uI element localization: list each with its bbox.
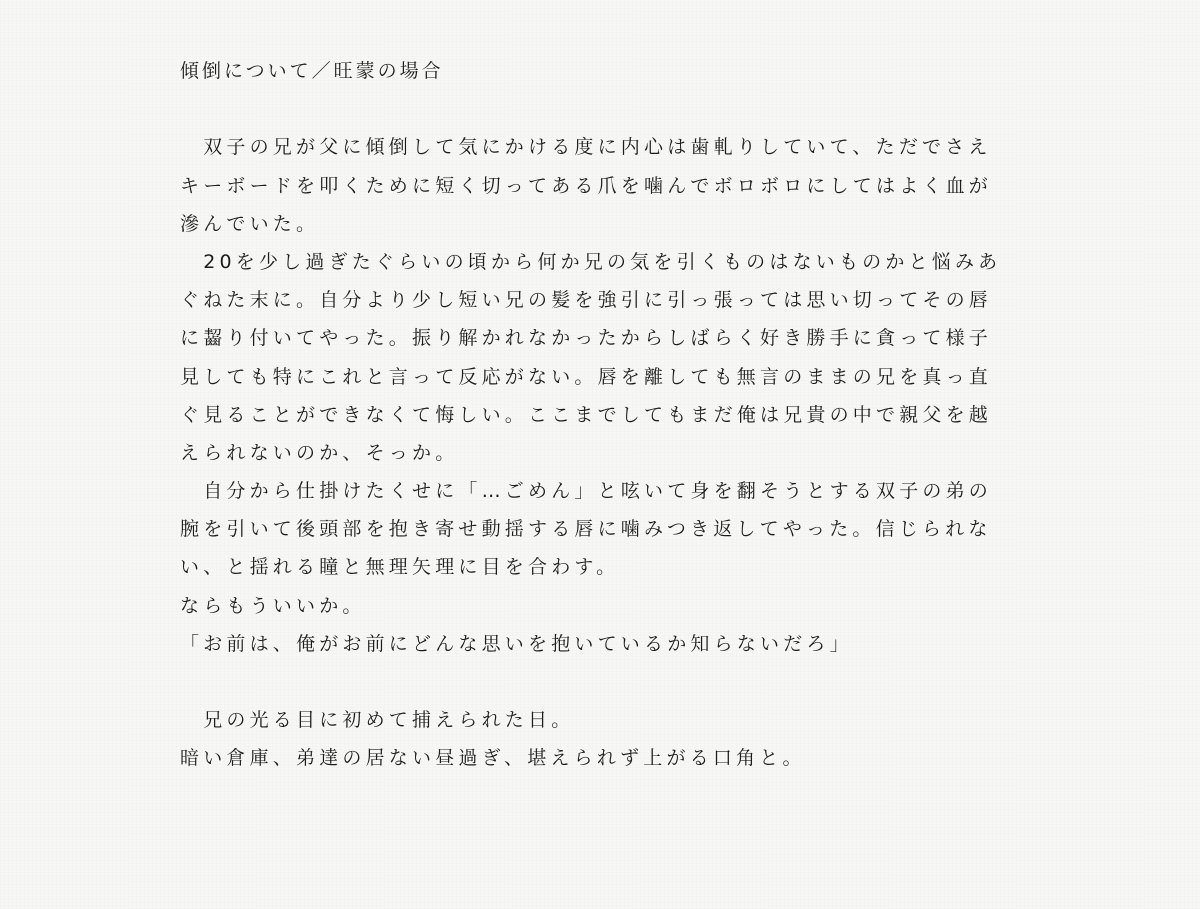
paragraph-line: キーボードを叩くために短く切ってある爪を噛んでボロボロにしてはよく血が	[180, 174, 993, 197]
paragraph-line: ぐ見ることができなくて悔しい。ここまでしてもまだ俺は兄貴の中で親父を越	[180, 403, 993, 426]
blank-line	[180, 90, 1020, 128]
paragraph-line: い、と揺れる瞳と無理矢理に目を合わす。	[180, 556, 620, 579]
document-title: 傾倒について／旺蒙の場合	[180, 60, 444, 82]
paragraph-line: 20を少し過ぎたぐらいの頃から何か兄の気を引くものはないものかと悩みあ	[180, 250, 1002, 273]
paragraph-line: に齧り付いてやった。振り解かれなかったからしばらく好き勝手に貪って様子	[180, 327, 993, 350]
paragraph-line: 暗い倉庫、弟達の居ない昼過ぎ、堪えられず上がる口角と。	[180, 747, 806, 770]
document-body	[180, 52, 1020, 778]
paragraph-line: 見しても特にこれと言って反応がない。唇を離しても無言のままの兄を真っ直	[180, 365, 993, 388]
paragraph-line: ならもういいか。	[180, 594, 366, 617]
paragraph-line: 双子の兄が父に傾倒して気にかける度に内心は歯軋りしていて、ただでさえ	[180, 136, 992, 159]
paragraph-line: ぐねた末に。自分より少し短い兄の髪を強引に引っ張っては思い切ってその唇	[180, 289, 993, 312]
dialogue-line: 「お前は、俺がお前にどんな思いを抱いているか知らないだろ」	[180, 632, 853, 655]
paragraph-line: 腕を引いて後頭部を抱き寄せ動揺する唇に噛みつき返してやった。信じられな	[180, 518, 992, 541]
paragraph-line: えられないのか、そっか。	[180, 441, 459, 464]
blank-line	[180, 663, 1020, 701]
paragraph-line: 兄の光る目に初めて捕えられた日。	[180, 709, 575, 732]
paragraph-line: 自分から仕掛けたくせに「…ごめん」と呟いて身を翻そうとする双子の弟の	[180, 480, 993, 503]
paragraph-line: 滲んでいた。	[180, 212, 320, 235]
